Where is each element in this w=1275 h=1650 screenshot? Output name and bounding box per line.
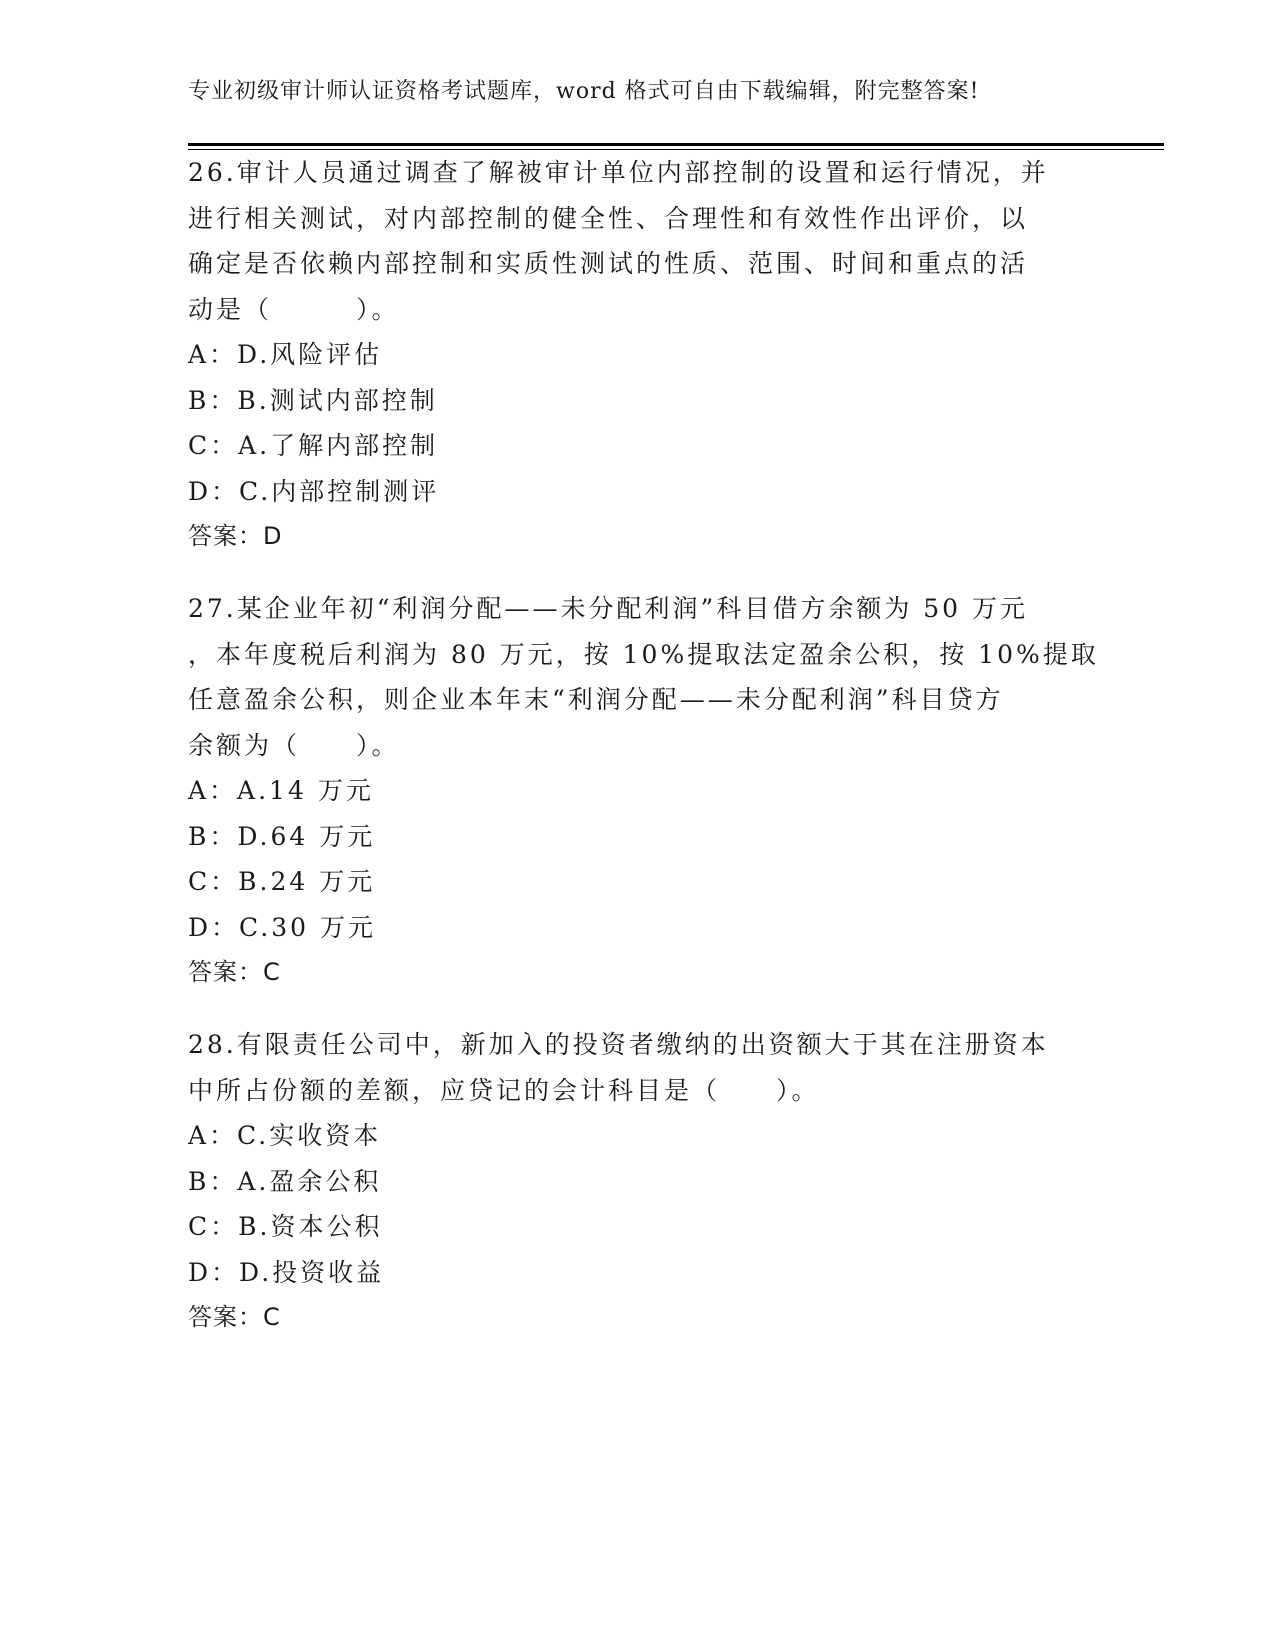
option-b: B：A.盈余公积 [188, 1166, 382, 1196]
stem-line: 任意盈余公积，则企业本年末“利润分配——未分配利润”科目贷方 [188, 685, 1004, 714]
option-b: B：B.测试内部控制 [188, 385, 438, 415]
stem-line: 动是（ ）。 [188, 294, 400, 324]
answer: 答案：C [188, 1303, 281, 1331]
option-a: A：C.实收资本 [188, 1121, 382, 1150]
header-rule-thick [188, 143, 1164, 146]
option-c: C：B.资本公积 [188, 1212, 383, 1241]
option-d: D：D.投资收益 [188, 1257, 385, 1287]
stem-line: 确定是否依赖内部控制和实质性测试的性质、范围、时间和重点的活 [188, 249, 1029, 278]
option-b: B：D.64 万元 [188, 821, 376, 851]
question-26 [188, 150, 1088, 560]
option-c: C：B.24 万元 [188, 867, 376, 896]
question-28 [188, 1022, 1088, 1341]
question-stem [188, 1022, 1088, 1113]
stem-line: 余额为（ ）。 [188, 730, 400, 760]
option-c: C：A.了解内部控制 [188, 431, 439, 460]
stem-line: 26.审计人员通过调查了解被审计单位内部控制的设置和运行情况，并 [188, 158, 1049, 187]
answer: 答案：D [188, 522, 283, 550]
option-d: D：C.30 万元 [188, 912, 376, 942]
stem-line: ，本年度税后利润为 80 万元，按 10%提取法定盈余公积，按 10%提取 [188, 639, 1099, 669]
option-a: A：D.风险评估 [188, 340, 383, 369]
question-stem [188, 586, 1099, 768]
stem-line: 27.某企业年初“利润分配——未分配利润”科目借方余额为 50 万元 [188, 594, 1029, 623]
question-stem [188, 150, 1088, 332]
stem-line: 28.有限责任公司中，新加入的投资者缴纳的出资额大于其在注册资本 [188, 1030, 1049, 1059]
stem-line: 中所占份额的差额，应贷记的会计科目是（ ）。 [188, 1075, 820, 1105]
answer: 答案：C [188, 958, 281, 986]
stem-line: 进行相关测试，对内部控制的健全性、合理性和有效性作出评价，以 [188, 203, 1029, 233]
option-d: D：C.内部控制测评 [188, 476, 440, 506]
page-header: 专业初级审计师认证资格考试题库，word 格式可自由下载编辑，附完整答案! [188, 79, 980, 104]
question-27 [188, 586, 1099, 996]
option-a: A：A.14 万元 [188, 776, 374, 805]
